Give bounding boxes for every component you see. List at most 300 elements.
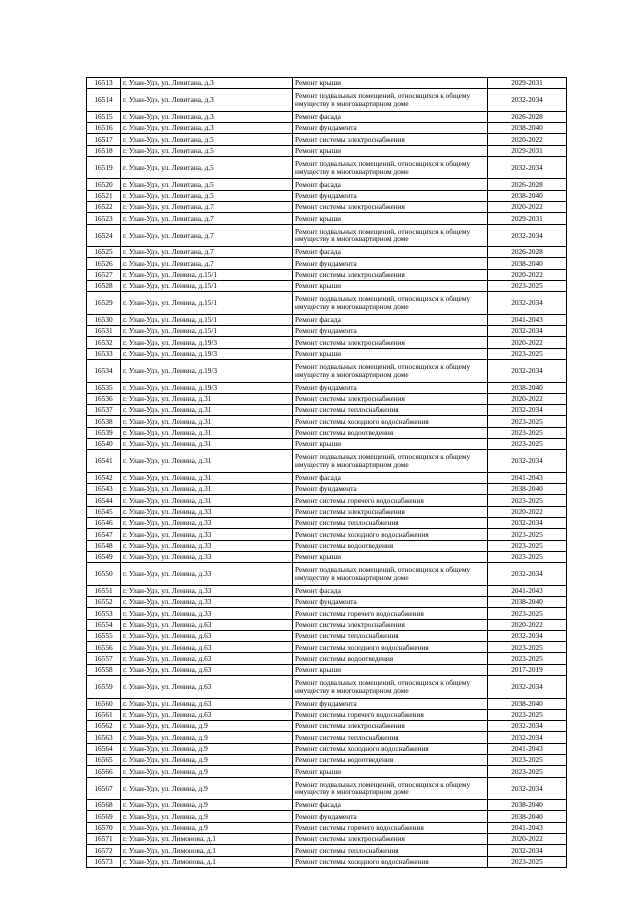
row-number: 16535 [87,382,121,393]
row-period: 2023-2025 [488,642,567,653]
table-row [87,393,567,404]
row-address: г. Улан-Удэ, ул. Левитана, д.3 [121,78,293,89]
row-period: 2017-2019 [488,664,567,675]
row-work-type: Ремонт крыши [293,281,488,292]
row-period: 2023-2025 [488,439,567,450]
row-period: 2026-2028 [488,179,567,190]
row-address: г. Улан-Удэ, ул. Ленина, д.33 [121,563,293,586]
table-row [87,111,567,122]
row-number: 16571 [87,834,121,845]
row-period: 2038-2040 [488,258,567,269]
table-row [87,405,567,416]
table-row [87,337,567,348]
row-address: г. Улан-Удэ, ул. Ленина, д.15/1 [121,292,293,315]
row-address: г. Улан-Удэ, ул. Левитана, д.5 [121,190,293,201]
row-address: г. Улан-Удэ, ул. Ленина, д.31 [121,416,293,427]
row-work-type: Ремонт системы электроснабжения [293,506,488,517]
row-work-type: Ремонт подвальных помещений, относящихся к общему имуществу в многоквартирном доме [293,89,488,112]
row-address: г. Улан-Удэ, ул. Ленина, д.63 [121,698,293,709]
row-period: 2020-2022 [488,834,567,845]
row-period: 2023-2025 [488,540,567,551]
row-address: г. Улан-Удэ, ул. Ленина, д.63 [121,642,293,653]
row-period: 2023-2025 [488,653,567,664]
table-row [87,78,567,89]
row-number: 16560 [87,698,121,709]
row-address: г. Улан-Удэ, ул. Ленина, д.19/3 [121,348,293,359]
table-row [87,551,567,562]
row-period: 2020-2022 [488,269,567,280]
row-work-type: Ремонт системы теплоснабжения [293,732,488,743]
row-address: г. Улан-Удэ, ул. Ленина, д.9 [121,755,293,766]
row-period: 2020-2022 [488,619,567,630]
table-row [87,269,567,280]
row-address: г. Улан-Удэ, ул. Левитана, д.7 [121,247,293,258]
row-work-type: Ремонт системы водоотведения [293,540,488,551]
table-row [87,190,567,201]
table-row [87,156,567,179]
row-number: 16537 [87,405,121,416]
row-address: г. Улан-Удэ, ул. Ленина, д.31 [121,450,293,473]
row-period: 2038-2040 [488,811,567,822]
row-address: г. Улан-Удэ, ул. Ленина, д.63 [121,676,293,699]
row-address: г. Улан-Удэ, ул. Ленина, д.33 [121,540,293,551]
row-work-type: Ремонт системы теплоснабжения [293,405,488,416]
table-row [87,518,567,529]
row-period: 2032-2034 [488,845,567,856]
row-number: 16561 [87,709,121,720]
row-number: 16522 [87,202,121,213]
row-address: г. Улан-Удэ, ул. Ленина, д.31 [121,484,293,495]
row-address: г. Улан-Удэ, ул. Ленина, д.31 [121,439,293,450]
row-address: г. Улан-Удэ, ул. Ленина, д.63 [121,619,293,630]
table-row [87,563,567,586]
row-number: 16555 [87,630,121,641]
row-work-type: Ремонт системы теплоснабжения [293,630,488,641]
row-number: 16570 [87,822,121,833]
row-number: 16525 [87,247,121,258]
row-work-type: Ремонт системы электроснабжения [293,337,488,348]
row-number: 16526 [87,258,121,269]
row-address: г. Улан-Удэ, ул. Левитана, д.7 [121,224,293,247]
table-row [87,856,567,867]
row-address: г. Улан-Удэ, ул. Ленина, д.15/1 [121,326,293,337]
row-period: 2023-2025 [488,551,567,562]
row-number: 16553 [87,608,121,619]
row-work-type: Ремонт фундамента [293,382,488,393]
row-work-type: Ремонт системы горячего водоснабжения [293,495,488,506]
table-row [87,326,567,337]
row-period: 2032-2034 [488,326,567,337]
row-period: 2023-2025 [488,529,567,540]
row-period: 2038-2040 [488,123,567,134]
row-address: г. Улан-Удэ, ул. Ленина, д.9 [121,732,293,743]
row-number: 16549 [87,551,121,562]
table-row [87,472,567,483]
row-period: 2041-2043 [488,314,567,325]
row-number: 16563 [87,732,121,743]
row-address: г. Улан-Удэ, ул. Ленина, д.15/1 [121,281,293,292]
row-work-type: Ремонт крыши [293,439,488,450]
row-address: г. Улан-Удэ, ул. Ленина, д.33 [121,506,293,517]
row-number: 16557 [87,653,121,664]
row-work-type: Ремонт системы водоотведения [293,755,488,766]
table-row [87,495,567,506]
row-number: 16550 [87,563,121,586]
row-address: г. Улан-Удэ, ул. Левитана, д.3 [121,111,293,122]
row-number: 16515 [87,111,121,122]
table-row [87,811,567,822]
row-number: 16531 [87,326,121,337]
row-number: 16573 [87,856,121,867]
row-period: 2032-2034 [488,89,567,112]
row-work-type: Ремонт системы холодного водоснабжения [293,856,488,867]
table-row [87,484,567,495]
row-work-type: Ремонт подвальных помещений, относящихся к общему имуществу в многоквартирном доме [293,360,488,383]
table-row [87,630,567,641]
row-address: г. Улан-Удэ, ул. Левитана, д.7 [121,213,293,224]
row-period: 2038-2040 [488,382,567,393]
table-row [87,540,567,551]
row-period: 2032-2034 [488,292,567,315]
row-period: 2041-2043 [488,822,567,833]
table-row [87,845,567,856]
table-row [87,766,567,777]
row-work-type: Ремонт системы холодного водоснабжения [293,529,488,540]
table-row [87,213,567,224]
row-address: г. Улан-Удэ, ул. Ленина, д.9 [121,743,293,754]
row-work-type: Ремонт подвальных помещений, относящихся к общему имуществу в многоквартирном доме [293,292,488,315]
row-work-type: Ремонт крыши [293,348,488,359]
row-number: 16545 [87,506,121,517]
table-row [87,247,567,258]
row-address: г. Улан-Удэ, ул. Ленина, д.31 [121,405,293,416]
table-row [87,439,567,450]
row-work-type: Ремонт крыши [293,145,488,156]
row-number: 16559 [87,676,121,699]
row-period: 2032-2034 [488,405,567,416]
row-work-type: Ремонт системы электроснабжения [293,393,488,404]
row-number: 16540 [87,439,121,450]
row-work-type: Ремонт системы горячего водоснабжения [293,822,488,833]
row-address: г. Улан-Удэ, ул. Левитана, д.5 [121,156,293,179]
row-address: г. Улан-Удэ, ул. Ленина, д.63 [121,664,293,675]
row-period: 2038-2040 [488,800,567,811]
row-number: 16565 [87,755,121,766]
row-period: 2026-2028 [488,111,567,122]
row-work-type: Ремонт фасада [293,472,488,483]
row-work-type: Ремонт системы теплоснабжения [293,845,488,856]
row-work-type: Ремонт системы холодного водоснабжения [293,416,488,427]
table-row [87,281,567,292]
row-address: г. Улан-Удэ, ул. Ленина, д.15/1 [121,269,293,280]
row-work-type: Ремонт крыши [293,213,488,224]
row-number: 16568 [87,800,121,811]
table-row [87,709,567,720]
row-number: 16541 [87,450,121,473]
row-work-type: Ремонт крыши [293,551,488,562]
row-period: 2038-2040 [488,597,567,608]
row-period: 2032-2034 [488,721,567,732]
row-number: 16520 [87,179,121,190]
row-period: 2020-2022 [488,134,567,145]
row-address: г. Улан-Удэ, ул. Ленина, д.33 [121,597,293,608]
row-number: 16519 [87,156,121,179]
row-number: 16514 [87,89,121,112]
table-row [87,608,567,619]
row-period: 2023-2025 [488,281,567,292]
repair-schedule-table [86,77,567,868]
table-row [87,597,567,608]
row-work-type: Ремонт системы холодного водоснабжения [293,743,488,754]
row-number: 16532 [87,337,121,348]
row-number: 16558 [87,664,121,675]
row-work-type: Ремонт фундамента [293,190,488,201]
row-number: 16528 [87,281,121,292]
row-work-type: Ремонт подвальных помещений, относящихся к общему имуществу в многоквартирном доме [293,676,488,699]
row-number: 16530 [87,314,121,325]
table-row [87,800,567,811]
row-address: г. Улан-Удэ, ул. Ленина, д.31 [121,427,293,438]
table-row [87,732,567,743]
row-number: 16533 [87,348,121,359]
row-address: г. Улан-Удэ, ул. Ленина, д.63 [121,653,293,664]
row-number: 16552 [87,597,121,608]
row-period: 2041-2043 [488,472,567,483]
table-row [87,777,567,800]
table-row [87,698,567,709]
row-period: 2023-2025 [488,427,567,438]
table-row [87,642,567,653]
row-work-type: Ремонт крыши [293,766,488,777]
row-period: 2020-2022 [488,337,567,348]
row-number: 16564 [87,743,121,754]
table-row [87,721,567,732]
table-row [87,755,567,766]
table-row [87,664,567,675]
row-address: г. Улан-Удэ, ул. Ленина, д.9 [121,721,293,732]
row-work-type: Ремонт фундамента [293,326,488,337]
row-work-type: Ремонт подвальных помещений, относящихся к общему имуществу в многоквартирном доме [293,450,488,473]
table-row [87,529,567,540]
row-work-type: Ремонт системы горячего водоснабжения [293,709,488,720]
row-address: г. Улан-Удэ, ул. Левитана, д.3 [121,123,293,134]
table-row [87,202,567,213]
row-work-type: Ремонт фасада [293,111,488,122]
row-address: г. Улан-Удэ, ул. Ленина, д.19/3 [121,337,293,348]
row-address: г. Улан-Удэ, ул. Ленина, д.9 [121,811,293,822]
row-work-type: Ремонт крыши [293,78,488,89]
row-address: г. Улан-Удэ, ул. Ленина, д.33 [121,551,293,562]
row-address: г. Улан-Удэ, ул. Ленина, д.33 [121,608,293,619]
row-period: 2029-2031 [488,213,567,224]
row-period: 2026-2028 [488,247,567,258]
row-number: 16547 [87,529,121,540]
row-period: 2029-2031 [488,78,567,89]
row-address: г. Улан-Удэ, ул. Ленина, д.9 [121,777,293,800]
row-address: г. Улан-Удэ, ул. Ленина, д.19/3 [121,360,293,383]
row-address: г. Улан-Удэ, ул. Лимонова, д.1 [121,834,293,845]
row-number: 16556 [87,642,121,653]
row-address: г. Улан-Удэ, ул. Ленина, д.33 [121,585,293,596]
row-address: г. Улан-Удэ, ул. Ленина, д.15/1 [121,314,293,325]
row-period: 2032-2034 [488,563,567,586]
table-row [87,348,567,359]
row-work-type: Ремонт фасада [293,585,488,596]
row-period: 2023-2025 [488,348,567,359]
table-row [87,822,567,833]
row-address: г. Улан-Удэ, ул. Лимонова, д.1 [121,845,293,856]
table-row [87,619,567,630]
row-number: 16544 [87,495,121,506]
row-number: 16543 [87,484,121,495]
row-address: г. Улан-Удэ, ул. Левитана, д.7 [121,258,293,269]
row-period: 2023-2025 [488,856,567,867]
row-address: г. Улан-Удэ, ул. Лимонова, д.1 [121,856,293,867]
row-number: 16516 [87,123,121,134]
row-period: 2032-2034 [488,676,567,699]
row-address: г. Улан-Удэ, ул. Левитана, д.7 [121,202,293,213]
table-row [87,416,567,427]
row-number: 16567 [87,777,121,800]
table-row [87,89,567,112]
row-work-type: Ремонт системы электроснабжения [293,202,488,213]
table-row [87,506,567,517]
row-period: 2032-2034 [488,732,567,743]
row-number: 16562 [87,721,121,732]
row-work-type: Ремонт крыши [293,664,488,675]
table-row [87,427,567,438]
table-row [87,382,567,393]
row-work-type: Ремонт подвальных помещений, относящихся к общему имуществу в многоквартирном доме [293,777,488,800]
row-address: г. Улан-Удэ, ул. Ленина, д.63 [121,630,293,641]
table-row [87,450,567,473]
table-row [87,145,567,156]
row-period: 2023-2025 [488,608,567,619]
row-period: 2041-2043 [488,743,567,754]
row-number: 16538 [87,416,121,427]
row-number: 16527 [87,269,121,280]
row-number: 16529 [87,292,121,315]
row-work-type: Ремонт фундамента [293,484,488,495]
table-row [87,743,567,754]
row-work-type: Ремонт фундамента [293,123,488,134]
row-address: г. Улан-Удэ, ул. Ленина, д.31 [121,495,293,506]
row-period: 2029-2031 [488,145,567,156]
row-work-type: Ремонт системы водоотведения [293,427,488,438]
table-row [87,676,567,699]
row-period: 2032-2034 [488,630,567,641]
row-period: 2023-2025 [488,709,567,720]
row-work-type: Ремонт подвальных помещений, относящихся к общему имуществу в многоквартирном доме [293,156,488,179]
row-number: 16518 [87,145,121,156]
table-row [87,834,567,845]
row-address: г. Улан-Удэ, ул. Левитана, д.5 [121,145,293,156]
row-number: 16521 [87,190,121,201]
table-row [87,224,567,247]
row-work-type: Ремонт системы холодного водоснабжения [293,642,488,653]
row-period: 2023-2025 [488,755,567,766]
row-period: 2032-2034 [488,777,567,800]
row-work-type: Ремонт фундамента [293,811,488,822]
row-address: г. Улан-Удэ, ул. Ленина, д.33 [121,518,293,529]
table-row [87,314,567,325]
row-address: г. Улан-Удэ, ул. Ленина, д.9 [121,822,293,833]
row-number: 16548 [87,540,121,551]
row-work-type: Ремонт системы водоотведения [293,653,488,664]
row-address: г. Улан-Удэ, ул. Ленина, д.19/3 [121,382,293,393]
table-row [87,585,567,596]
row-work-type: Ремонт системы электроснабжения [293,134,488,145]
row-address: г. Улан-Удэ, ул. Ленина, д.9 [121,766,293,777]
row-period: 2032-2034 [488,224,567,247]
row-number: 16524 [87,224,121,247]
row-work-type: Ремонт фундамента [293,258,488,269]
row-work-type: Ремонт системы электроснабжения [293,619,488,630]
table-row [87,258,567,269]
row-work-type: Ремонт фасада [293,179,488,190]
row-period: 2041-2043 [488,585,567,596]
row-period: 2023-2025 [488,416,567,427]
row-number: 16566 [87,766,121,777]
row-number: 16569 [87,811,121,822]
row-address: г. Улан-Удэ, ул. Ленина, д.9 [121,800,293,811]
row-work-type: Ремонт фасада [293,314,488,325]
row-period: 2032-2034 [488,360,567,383]
row-address: г. Улан-Удэ, ул. Ленина, д.31 [121,472,293,483]
row-work-type: Ремонт системы теплоснабжения [293,518,488,529]
row-number: 16546 [87,518,121,529]
row-period: 2020-2022 [488,202,567,213]
row-number: 16542 [87,472,121,483]
row-period: 2032-2034 [488,518,567,529]
row-work-type: Ремонт системы электроснабжения [293,269,488,280]
row-period: 2032-2034 [488,156,567,179]
table-row [87,134,567,145]
row-period: 2038-2040 [488,698,567,709]
row-address: г. Улан-Удэ, ул. Левитана, д.5 [121,179,293,190]
row-address: г. Улан-Удэ, ул. Ленина, д.31 [121,393,293,404]
table-row [87,123,567,134]
row-work-type: Ремонт системы электроснабжения [293,834,488,845]
row-period: 2038-2040 [488,484,567,495]
table-row [87,292,567,315]
row-address: г. Улан-Удэ, ул. Ленина, д.63 [121,709,293,720]
row-number: 16536 [87,393,121,404]
row-number: 16513 [87,78,121,89]
row-period: 2020-2022 [488,393,567,404]
row-address: г. Улан-Удэ, ул. Левитана, д.5 [121,134,293,145]
row-work-type: Ремонт фундамента [293,597,488,608]
row-work-type: Ремонт фасада [293,800,488,811]
row-work-type: Ремонт системы горячего водоснабжения [293,608,488,619]
row-period: 2020-2022 [488,506,567,517]
table-row [87,360,567,383]
row-number: 16539 [87,427,121,438]
row-number: 16517 [87,134,121,145]
row-work-type: Ремонт фундамента [293,698,488,709]
row-work-type: Ремонт системы электроснабжения [293,721,488,732]
row-work-type: Ремонт подвальных помещений, относящихся к общему имуществу в многоквартирном доме [293,224,488,247]
row-period: 2038-2040 [488,190,567,201]
row-address: г. Улан-Удэ, ул. Левитана, д.3 [121,89,293,112]
row-number: 16551 [87,585,121,596]
row-number: 16523 [87,213,121,224]
row-period: 2023-2025 [488,495,567,506]
row-number: 16554 [87,619,121,630]
table-row [87,179,567,190]
table-body [87,78,567,868]
table-row [87,653,567,664]
